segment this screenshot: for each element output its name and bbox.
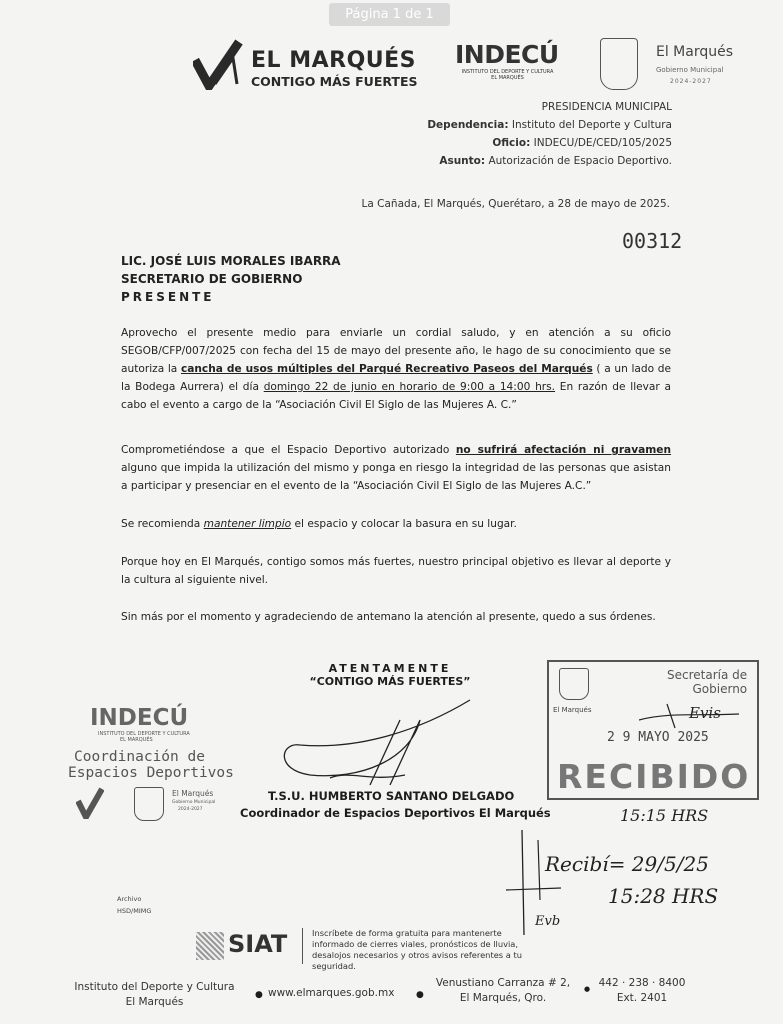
stamp-hand-initials: Evis — [689, 704, 721, 722]
stamp-indecu-sub2: EL MARQUÉS — [120, 737, 153, 743]
signature-drawing — [270, 690, 490, 795]
recipient-presente: PRESENTE — [121, 290, 215, 304]
siat-logo — [196, 930, 296, 966]
stamp-espacios: Espacios Deportivos — [68, 765, 234, 781]
hand-initials: Evb — [535, 914, 561, 929]
paragraph-3: Se recomienda mantener limpio el espacio y colocar la basura en su lugar. — [121, 518, 517, 530]
dependencia-line: Dependencia: Instituto del Deporte y Cultura — [427, 119, 672, 131]
siat-text: Inscríbete de forma gratuita para mantenerte informado de cierres viales, pronósticos de lluvia, desalojos necesarios y otros avisos referentes a tu seguridad. — [312, 928, 522, 971]
municipal-shield-icon — [600, 38, 638, 90]
footer-phone: 442 · 238 · 8400 Ext. 2401 — [598, 977, 686, 1004]
municipio-logo — [600, 38, 770, 92]
atentamente: ATENTAMENTE — [328, 662, 452, 675]
stamp-indecu-title: INDECÚ — [90, 705, 189, 731]
folio-number: 00312 — [622, 229, 683, 253]
paragraph-4: Porque hoy en El Marqués, contigo somos más fuertes, nuestro principal objetivo es llevar al deporte y la cultura al siguiente nivel. — [121, 556, 671, 586]
indecu-stamp — [68, 705, 248, 845]
municipio-title: El Marqués — [656, 44, 734, 60]
municipio-sub: Gobierno Municipal — [656, 66, 724, 74]
recipient-name: LIC. JOSÉ LUIS MORALES IBARRA — [121, 254, 341, 268]
footer-bullet-icon: ● — [255, 990, 263, 1000]
stamp-years: 2024-2027 — [178, 807, 203, 812]
indecu-title: INDECÚ — [455, 40, 559, 69]
paragraph-1: Aprovecho el presente medio para enviarle un cordial saludo, y en atención a su oficio SEGOB/CFP/007/2025 con fecha del 15 de mayo del presente año, le hago de su conocimiento que se autoriza la cancha de usos múltiples del Parqué Recreativo Paseos del Marqués ( a un lado de la Bodega Aurrera) el día domingo 22 de junio en horario de 9:00 a 14:00 hrs. En razón de llevar a cabo el evento a cargo de la “Asociación Civil El Siglo de las Mujeres A. C.” — [121, 327, 671, 411]
recibido-stamp — [547, 660, 759, 800]
footer-institution: Instituto del Deporte y Cultura El Marqués — [74, 981, 235, 1008]
stamp-indecu-sub: INSTITUTO DEL DEPORTE Y CULTURA — [98, 731, 190, 737]
checkmark-logo-icon — [193, 38, 249, 90]
recipient-block — [121, 252, 341, 306]
municipio-years: 2024-2027 — [670, 78, 712, 85]
el-marques-logo — [193, 38, 418, 90]
stamp-municipio: El Marqués — [172, 789, 214, 798]
indecu-sub2: EL MARQUÉS — [491, 75, 524, 81]
archivo-block: Archivo HSD/MIMG — [117, 895, 152, 915]
oficio-line: Oficio: INDECU/DE/CED/105/2025 — [492, 137, 672, 149]
siat-title: SIAT — [228, 930, 288, 958]
indecu-sub: INSTITUTO DEL DEPORTE Y CULTURA — [461, 69, 554, 75]
footer-bullet-icon-2: ● — [416, 990, 424, 1000]
stamp-hand-time: 15:15 HRS — [620, 806, 709, 825]
logo-title: EL MARQUÉS — [251, 48, 417, 73]
paragraph-5: Sin más por el momento y agradeciendo de antemano la atención al presente, quedo a sus órdenes. — [121, 611, 656, 623]
stamp-municipal-logo-icon — [559, 668, 589, 700]
footer-address: Venustiano Carranza # 2, El Marqués, Qro. — [435, 977, 571, 1004]
stamp-shield-icon — [134, 787, 164, 821]
recipient-position: SECRETARIO DE GOBIERNO — [121, 272, 303, 286]
stamp-check-icon — [76, 787, 104, 819]
closing-block — [290, 662, 490, 688]
asunto-line: Asunto: Autorización de Espacio Deportivo. — [439, 155, 672, 167]
document-header — [427, 98, 672, 170]
stamp-date: 2 9 MAYO 2025 — [607, 730, 709, 745]
stamp-coordinacion: Coordinación de — [74, 749, 205, 765]
siat-emblem-icon — [196, 932, 224, 960]
hand-recibi: Recibí= 29/5/25 — [545, 852, 709, 876]
signer-title: Coordinador de Espacios Deportivos El Marqués — [240, 806, 551, 820]
logo-subtitle: CONTIGO MÁS FUERTES — [251, 74, 418, 89]
stamp-secretaria: Secretaría de Gobierno — [667, 668, 748, 696]
page-indicator: Página 1 de 1 — [329, 3, 450, 26]
signer-name: T.S.U. HUMBERTO SANTANO DELGADO — [268, 789, 515, 803]
stamp-municipio-label: El Marqués — [553, 706, 592, 714]
date-line: La Cañada, El Marqués, Querétaro, a 28 de mayo de 2025. — [361, 198, 670, 210]
footer-web[interactable]: www.elmarques.gob.mx — [268, 987, 395, 999]
siat-divider — [302, 928, 303, 964]
footer-bullet-icon-3: ● — [584, 985, 591, 993]
stamp-municipio-sub: Gobierno Municipal — [172, 800, 216, 805]
indecu-logo — [455, 40, 560, 96]
presidencia: PRESIDENCIA MUNICIPAL — [541, 101, 672, 113]
stamp-recibido-text: RECIBIDO — [557, 757, 751, 796]
stamp-hand-stroke — [639, 702, 749, 732]
paragraph-2: Comprometiéndose a que el Espacio Deportivo autorizado no sufrirá afectación ni gravamen alguno que impida la utilización del mismo y ponga en riesgo la integridad de las personas que asistan a participar y presenciar en el evento de la “Asociación Civil El Siglo de las Mujeres A.C.” — [121, 444, 672, 492]
closing-slogan: “CONTIGO MÁS FUERTES” — [309, 675, 471, 688]
hand-hora: 15:28 HRS — [608, 884, 719, 908]
